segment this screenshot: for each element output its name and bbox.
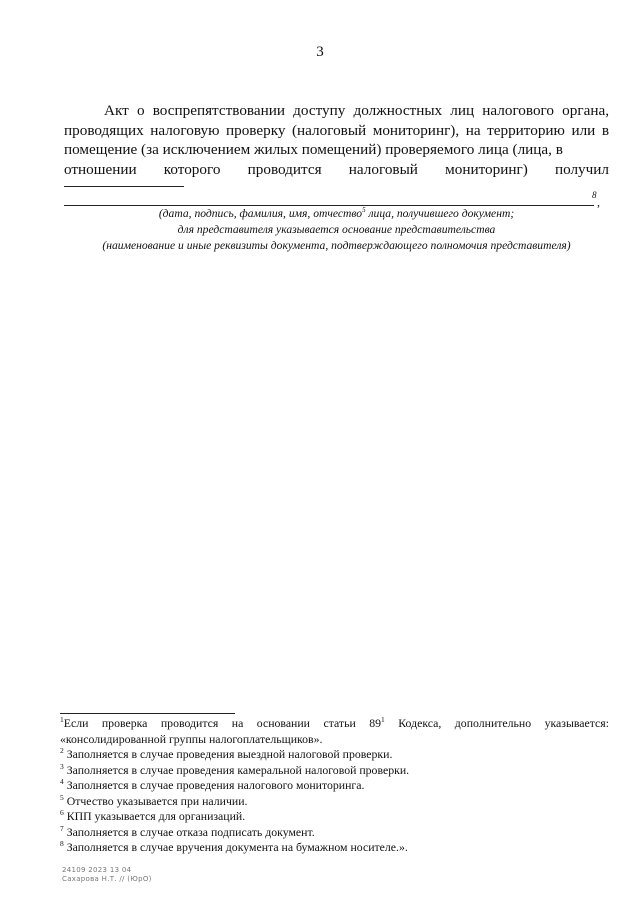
- footnote-text: Отчество указывается при наличии.: [66, 793, 248, 808]
- footnotes: [60, 716, 609, 856]
- footnote-text: КПП указывается для организаций.: [66, 809, 246, 823]
- main-paragraph-last-line: отношении которого проводится налоговый мониторинг) получил: [64, 160, 609, 178]
- main-paragraph-text: Акт о воспрепятствовании доступу должностных лиц налогового органа, проводящих налоговую проверку (налоговый мониторинг), на территорию или в помещение (за исключением жилых помещений) проверяемого лица (лица, в: [64, 102, 609, 158]
- footnote-mark: 4: [60, 777, 64, 787]
- footnote-1: [60, 716, 609, 747]
- footnote-7: [60, 825, 609, 841]
- footnote-mark: 5: [60, 792, 64, 802]
- signature-caption-line-1: [64, 206, 609, 222]
- footnote-mark: 2: [60, 746, 64, 756]
- footnote-8: [60, 840, 609, 856]
- footnote-text: Заполняется в случае проведения налогового мониторинга.: [66, 778, 365, 792]
- footnote-mark: 7: [60, 823, 64, 833]
- caption-line1-post: лица, получившего документ;: [365, 207, 515, 220]
- footnote-3: [60, 763, 609, 779]
- registration-stamp: [62, 866, 152, 884]
- footnote-mark: 3: [60, 761, 64, 771]
- signature-caption-line-2: для представителя указывается основание представительства: [177, 223, 496, 236]
- page-number: 3: [316, 44, 324, 60]
- footnote-text: Заполняется в случае отказа подписать документ.: [66, 824, 315, 839]
- footnote-6: [60, 809, 609, 825]
- footnote-reference-5: 5: [362, 206, 366, 215]
- footnote-reference-8: 8: [592, 190, 597, 200]
- footnote-mark: 8: [60, 839, 64, 849]
- stamp-line-2: Сахарова Н.Т. // (ЮрО): [62, 875, 152, 883]
- footnote-separator: [60, 713, 235, 714]
- footnote-mark: 1: [60, 715, 64, 725]
- signature-comma: ,: [597, 195, 600, 209]
- stamp-line-1: 24109 2023 13 04: [62, 866, 132, 874]
- caption-line1-pre: (дата, подпись, фамилия, имя, отчество: [158, 207, 363, 220]
- footnote-text: Заполняется в случае проведения камеральной налоговой проверки.: [66, 762, 410, 777]
- footnote-inline-sup: 1: [381, 715, 385, 725]
- footnote-4: [60, 778, 609, 794]
- footnote-text: Если проверка проводится на основании статьи 89: [63, 716, 382, 730]
- main-paragraph: [64, 101, 609, 179]
- footnote-5: [60, 794, 609, 810]
- footnote-2: [60, 747, 609, 763]
- footnote-text: Заполняется в случае проведения выездной налоговой проверки.: [66, 747, 393, 761]
- footnote-mark: 6: [60, 808, 64, 818]
- recipient-short-line: [64, 186, 184, 187]
- signature-caption-line-3: (наименование и иные реквизиты документа, подтверждающего полномочия представителя): [102, 239, 571, 252]
- footnote-text-after: Кодекса, дополнительно указывается: «консолидированной группы налогоплательщиков».: [60, 716, 609, 746]
- footnote-text: Заполняется в случае вручения документа на бумажном носителе.».: [66, 840, 408, 854]
